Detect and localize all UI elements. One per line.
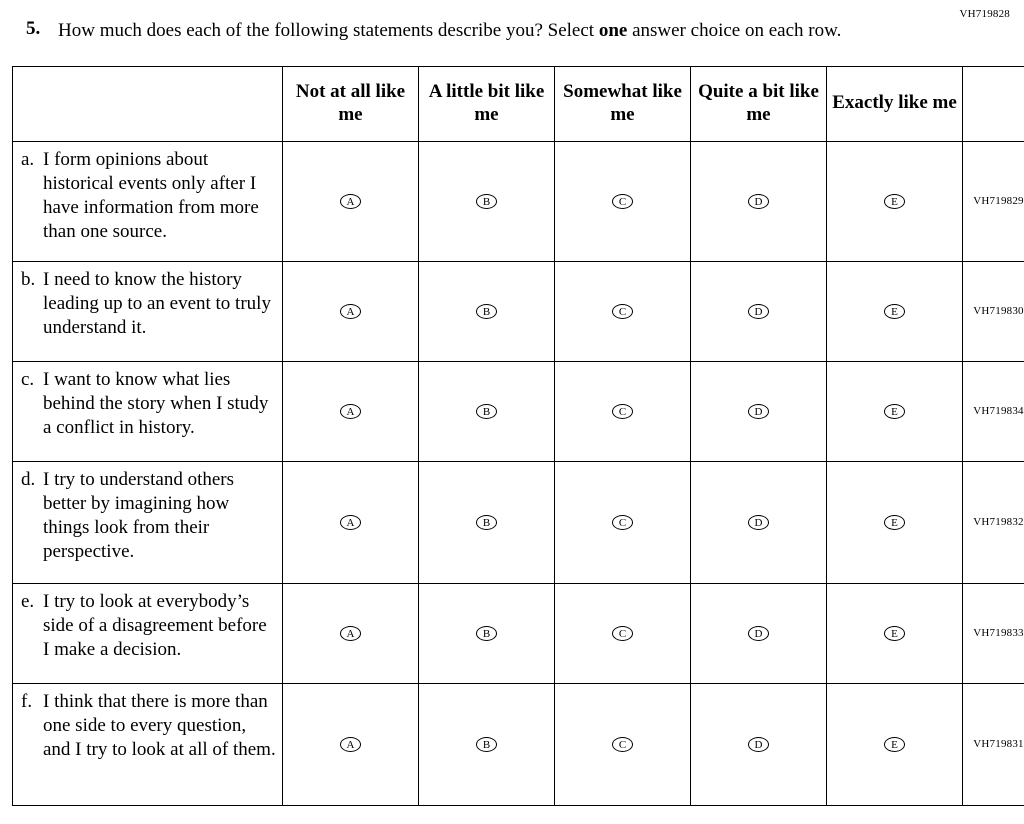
radio-bubble-a[interactable]: A	[340, 626, 361, 641]
option-cell-quite-a-bit[interactable]	[691, 683, 827, 805]
option-cell-not-at-all[interactable]	[283, 683, 419, 805]
option-cell-quite-a-bit[interactable]	[691, 461, 827, 583]
statement-letter: c.	[21, 368, 35, 390]
radio-bubble-d[interactable]: D	[748, 194, 769, 209]
row-item-code: VH719830	[963, 261, 1024, 361]
question-number: 5.	[26, 18, 41, 39]
radio-bubble-a[interactable]: A	[340, 194, 361, 209]
option-cell-somewhat[interactable]	[555, 361, 691, 461]
row-item-code: VH719833	[963, 583, 1024, 683]
table-row	[13, 683, 1024, 805]
statement-text: I want to know what lies behind the story when I study a conflict in history.	[43, 368, 269, 438]
option-cell-a-little-bit[interactable]	[419, 461, 555, 583]
header-option-somewhat: Somewhat like me	[555, 66, 691, 141]
option-cell-quite-a-bit[interactable]	[691, 583, 827, 683]
row-item-code: VH719829	[963, 141, 1024, 261]
radio-bubble-c[interactable]: C	[612, 626, 633, 641]
option-cell-not-at-all[interactable]	[283, 261, 419, 361]
radio-bubble-b[interactable]: B	[476, 404, 497, 419]
table-row	[13, 361, 1024, 461]
statement-letter: b.	[21, 268, 36, 290]
item-code-header: VH719828	[959, 8, 1010, 20]
option-cell-exactly-like-me[interactable]	[827, 261, 963, 361]
option-cell-a-little-bit[interactable]	[419, 261, 555, 361]
option-cell-not-at-all[interactable]	[283, 141, 419, 261]
question-text	[48, 18, 888, 44]
table-row	[13, 261, 1024, 361]
option-cell-somewhat[interactable]	[555, 261, 691, 361]
radio-bubble-c[interactable]: C	[612, 194, 633, 209]
radio-bubble-b[interactable]: B	[476, 304, 497, 319]
radio-bubble-e[interactable]: E	[884, 404, 905, 419]
row-item-code: VH719831	[963, 683, 1024, 805]
radio-bubble-b[interactable]: B	[476, 626, 497, 641]
radio-bubble-c[interactable]: C	[612, 737, 633, 752]
option-cell-a-little-bit[interactable]	[419, 583, 555, 683]
header-option-not-at-all: Not at all like me	[283, 66, 419, 141]
table-row	[13, 141, 1024, 261]
option-cell-exactly-like-me[interactable]	[827, 361, 963, 461]
radio-bubble-d[interactable]: D	[748, 515, 769, 530]
radio-bubble-d[interactable]: D	[748, 737, 769, 752]
table-row	[13, 461, 1024, 583]
header-statement-column	[13, 66, 283, 141]
radio-bubble-c[interactable]: C	[612, 404, 633, 419]
radio-bubble-e[interactable]: E	[884, 194, 905, 209]
radio-bubble-d[interactable]: D	[748, 626, 769, 641]
header-option-exactly-like-me: Exactly like me	[827, 66, 963, 141]
statement-letter: a.	[21, 148, 35, 170]
radio-bubble-b[interactable]: B	[476, 194, 497, 209]
radio-bubble-a[interactable]: A	[340, 404, 361, 419]
option-cell-exactly-like-me[interactable]	[827, 583, 963, 683]
option-cell-a-little-bit[interactable]	[419, 683, 555, 805]
option-cell-somewhat[interactable]	[555, 583, 691, 683]
table-row	[13, 583, 1024, 683]
statement-text: I form opinions about historical events only after I have information from more than one source.	[43, 148, 259, 243]
table-header-row	[13, 66, 1024, 141]
option-cell-exactly-like-me[interactable]	[827, 461, 963, 583]
radio-bubble-c[interactable]: C	[612, 304, 633, 319]
option-cell-a-little-bit[interactable]	[419, 141, 555, 261]
statement-letter: e.	[21, 590, 35, 612]
question-prompt	[18, 18, 918, 44]
response-matrix-table	[12, 66, 1024, 806]
question-text-part1: How much does each of the following statements describe you? Select	[58, 20, 599, 41]
radio-bubble-a[interactable]: A	[340, 737, 361, 752]
radio-bubble-b[interactable]: B	[476, 737, 497, 752]
statement-cell	[13, 583, 283, 683]
radio-bubble-c[interactable]: C	[612, 515, 633, 530]
statement-text: I think that there is more than one side to every question, and I try to look at all of them.	[43, 690, 276, 760]
header-option-a-little-bit: A little bit like me	[419, 66, 555, 141]
statement-cell	[13, 461, 283, 583]
statement-letter: f.	[21, 690, 33, 712]
radio-bubble-e[interactable]: E	[884, 304, 905, 319]
radio-bubble-a[interactable]: A	[340, 304, 361, 319]
statement-text: I need to know the history leading up to an event to truly understand it.	[43, 268, 271, 338]
option-cell-not-at-all[interactable]	[283, 461, 419, 583]
statement-cell	[13, 683, 283, 805]
question-text-part2: answer choice on each row.	[627, 20, 842, 41]
option-cell-quite-a-bit[interactable]	[691, 361, 827, 461]
radio-bubble-e[interactable]: E	[884, 515, 905, 530]
option-cell-somewhat[interactable]	[555, 461, 691, 583]
radio-bubble-d[interactable]: D	[748, 404, 769, 419]
option-cell-exactly-like-me[interactable]	[827, 141, 963, 261]
option-cell-not-at-all[interactable]	[283, 361, 419, 461]
statement-cell	[13, 361, 283, 461]
statement-text: I try to understand others better by imagining how things look from their perspective.	[43, 468, 235, 563]
radio-bubble-a[interactable]: A	[340, 515, 361, 530]
option-cell-somewhat[interactable]	[555, 683, 691, 805]
statement-letter: d.	[21, 468, 36, 490]
row-item-code: VH719834	[963, 361, 1024, 461]
option-cell-quite-a-bit[interactable]	[691, 141, 827, 261]
option-cell-a-little-bit[interactable]	[419, 361, 555, 461]
radio-bubble-e[interactable]: E	[884, 737, 905, 752]
option-cell-exactly-like-me[interactable]	[827, 683, 963, 805]
option-cell-somewhat[interactable]	[555, 141, 691, 261]
statement-text: I try to look at everybody’s side of a disagreement before I make a decision.	[43, 590, 267, 660]
radio-bubble-d[interactable]: D	[748, 304, 769, 319]
row-item-code: VH719832	[963, 461, 1024, 583]
radio-bubble-e[interactable]: E	[884, 626, 905, 641]
header-code-column	[963, 66, 1024, 141]
option-cell-not-at-all[interactable]	[283, 583, 419, 683]
option-cell-quite-a-bit[interactable]	[691, 261, 827, 361]
header-option-quite-a-bit: Quite a bit like me	[691, 66, 827, 141]
statement-cell	[13, 141, 283, 261]
radio-bubble-b[interactable]: B	[476, 515, 497, 530]
statement-cell	[13, 261, 283, 361]
question-text-emphasis: one	[598, 20, 628, 41]
